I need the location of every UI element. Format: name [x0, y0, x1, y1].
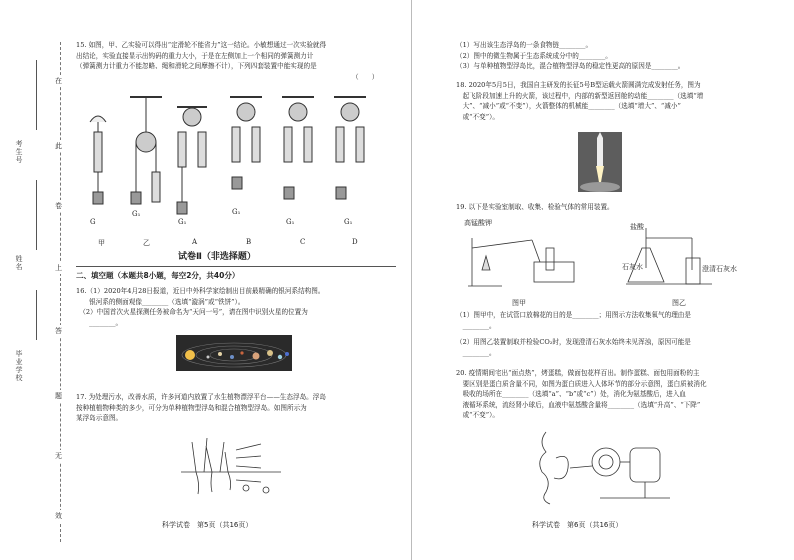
question-16	[76, 286, 324, 328]
section2-heading: 二、填空题（本题共8小题，每空2分，共40分）	[76, 271, 240, 280]
q20-line: 要区别是蛋白质含量不同，如图为蛋白质进入人体环节的部分示意图，蛋白质被消化	[456, 379, 707, 388]
figure-g-label: G₁	[344, 218, 353, 226]
figure-g-label: G₁	[132, 210, 141, 218]
section-rule	[76, 266, 396, 267]
school-line	[36, 290, 37, 340]
q16-line: （2）中国首次火星探测任务被命名为“天问一号”，请在图中识别火星的位置为	[76, 308, 308, 316]
question-17	[76, 392, 326, 424]
q15-line: 出结论，实验直接显示出钩码的重力大小，于是在左侧加上一个相同的弹簧测力计	[76, 51, 314, 60]
seal-char: 无	[55, 452, 62, 460]
seal-char: 效	[55, 512, 62, 520]
figure-label-d: D	[352, 238, 358, 246]
binding-margin	[0, 0, 58, 560]
q15-line: 15. 如图，甲、乙实验可以得出“定滑轮不能省力”这一结论。小敏想通过一次实验就得	[76, 41, 327, 49]
solar-system-image	[176, 335, 292, 371]
right-footer: 科学试卷 第6页（共16页）	[532, 521, 623, 529]
figure-jia-caption: 图甲	[512, 299, 526, 307]
seal-char: 题	[55, 392, 62, 400]
q19b-line: ________。	[456, 321, 496, 330]
seal-char: 此	[55, 142, 62, 150]
part2-title: 试卷Ⅱ（非选择题）	[178, 252, 256, 262]
question-15	[76, 40, 378, 82]
q17c-line: （3）与单种植物型浮岛比，混合植物型浮岛的稳定性更高的原因是________。	[456, 62, 685, 70]
q20-line: 20. 疫情期间宅出“面点热”，烤蛋糕，做面包花样百出。制作蛋糕、面包用面粉的主	[456, 369, 700, 377]
question-17-continued	[456, 40, 684, 72]
q20-line: 液循环系统，流经肾小球后，血液中氨基酸含量将________（选填“升高”、“下降”	[456, 400, 701, 409]
label-potassium-permanganate: 高锰酸钾	[464, 219, 492, 227]
name-line	[36, 180, 37, 250]
q17-line: 某浮岛示意图。	[76, 414, 123, 422]
q16-line: 16.（1）2020年4月28日报道，近日中外科学家绘制出目前最精确的银河系结构图。	[76, 287, 325, 295]
q17c-line: （1）写出该生态浮岛的一条食物链________。	[456, 41, 593, 49]
q20-line: 或“不变”）。	[456, 411, 500, 419]
q15-answer-bracket: （ ）	[352, 72, 379, 81]
q17-line: 17. 为处理污水，改善水质，许多河道内放置了水生植物漂浮平台——生态浮岛。浮岛	[76, 393, 326, 401]
figure-g-label: G₁	[286, 218, 295, 226]
page-divider	[411, 0, 412, 560]
q16-line: ________。	[76, 318, 123, 327]
seal-char: 答	[55, 327, 62, 335]
q17c-line: （2）图中的微生物属于生态系统成分中的________。	[456, 51, 612, 60]
seal-char: 在	[55, 77, 62, 85]
figure-yi-caption: 图乙	[672, 299, 686, 307]
exam-number-label: 考生号	[15, 140, 23, 164]
figure-label-b: B	[246, 238, 252, 246]
school-label: 毕业学校	[15, 350, 23, 382]
figure-label-yi: 乙	[143, 239, 150, 247]
q18-line: 大”、“减小”或“不变”），火箭整体的机械能________（选填“增大”、“减小”	[456, 102, 681, 110]
q17-line: 按种植植物种类的多少，可分为单种植物型浮岛和混合植物型浮岛。如图所示为	[76, 403, 307, 412]
q19b-line: ________。	[456, 348, 496, 357]
floating-island-diagram	[176, 432, 286, 502]
question-18	[456, 80, 703, 122]
rocket-launch-photo	[578, 132, 622, 192]
q19b-line: （1）图甲中，在试管口放棉花的目的是________；用图示方法收集氧气的理由是	[456, 311, 691, 319]
left-footer: 科学试卷 第5页（共16页）	[162, 521, 253, 529]
figure-g-label: G₁	[232, 208, 241, 216]
seal-char: 卷	[55, 202, 62, 210]
question-19	[456, 202, 614, 213]
label-clear-limewater: 澄清石灰水	[702, 265, 737, 273]
question-20	[456, 368, 707, 421]
q20-line: 吸收的场所在________（选填“a”、“b”或“c”）处，消化为氨基酸后，进入血	[456, 390, 686, 398]
label-hydrochloric-acid: 盐酸	[630, 223, 644, 231]
q19b-line: （2）用图乙装置制取并检验CO₂时，发现澄清石灰水始终未见浑浊，原因可能是	[456, 338, 691, 346]
figure-label-jia: 甲	[98, 239, 105, 247]
digestion-circulation-diagram	[530, 428, 680, 506]
name-label: 姓名	[15, 255, 23, 271]
figure-g-label: G	[90, 218, 96, 226]
figure-label-c: C	[300, 238, 306, 246]
figure-label-a: A	[192, 238, 198, 246]
seal-dashed-line	[60, 42, 61, 542]
figure-g-label: G₁	[178, 218, 187, 226]
q19-line: 19. 以下是实验室制取、收集、检验气体的常用装置。	[456, 203, 614, 211]
pulley-experiment-figure	[82, 92, 382, 252]
q18-line: 或“不变”）。	[456, 112, 500, 121]
q18-line: 18. 2020年5月5日，我国自主研发的长征5号B型运载火箭圆满完成发射任务，图为	[456, 81, 701, 89]
label-limestone: 石灰水	[622, 263, 643, 271]
seal-char: 上	[55, 264, 62, 272]
exam-number-line	[36, 60, 37, 130]
q16-line: 银河系的侧面观像________（选填“漩涡”或“铁饼”）。	[76, 297, 245, 306]
q18-line: 起飞阶段加速上升的火箭，该过程中，内部的新型返回舱的动能________（选填“增	[456, 91, 704, 100]
question-19-parts	[456, 310, 691, 358]
q15-line: （弹簧测力计重力不能忽略、绳和滑轮之间摩擦不计），下列四套装置中能实现的是	[76, 62, 317, 70]
apparatus-figure-jia	[462, 218, 582, 290]
